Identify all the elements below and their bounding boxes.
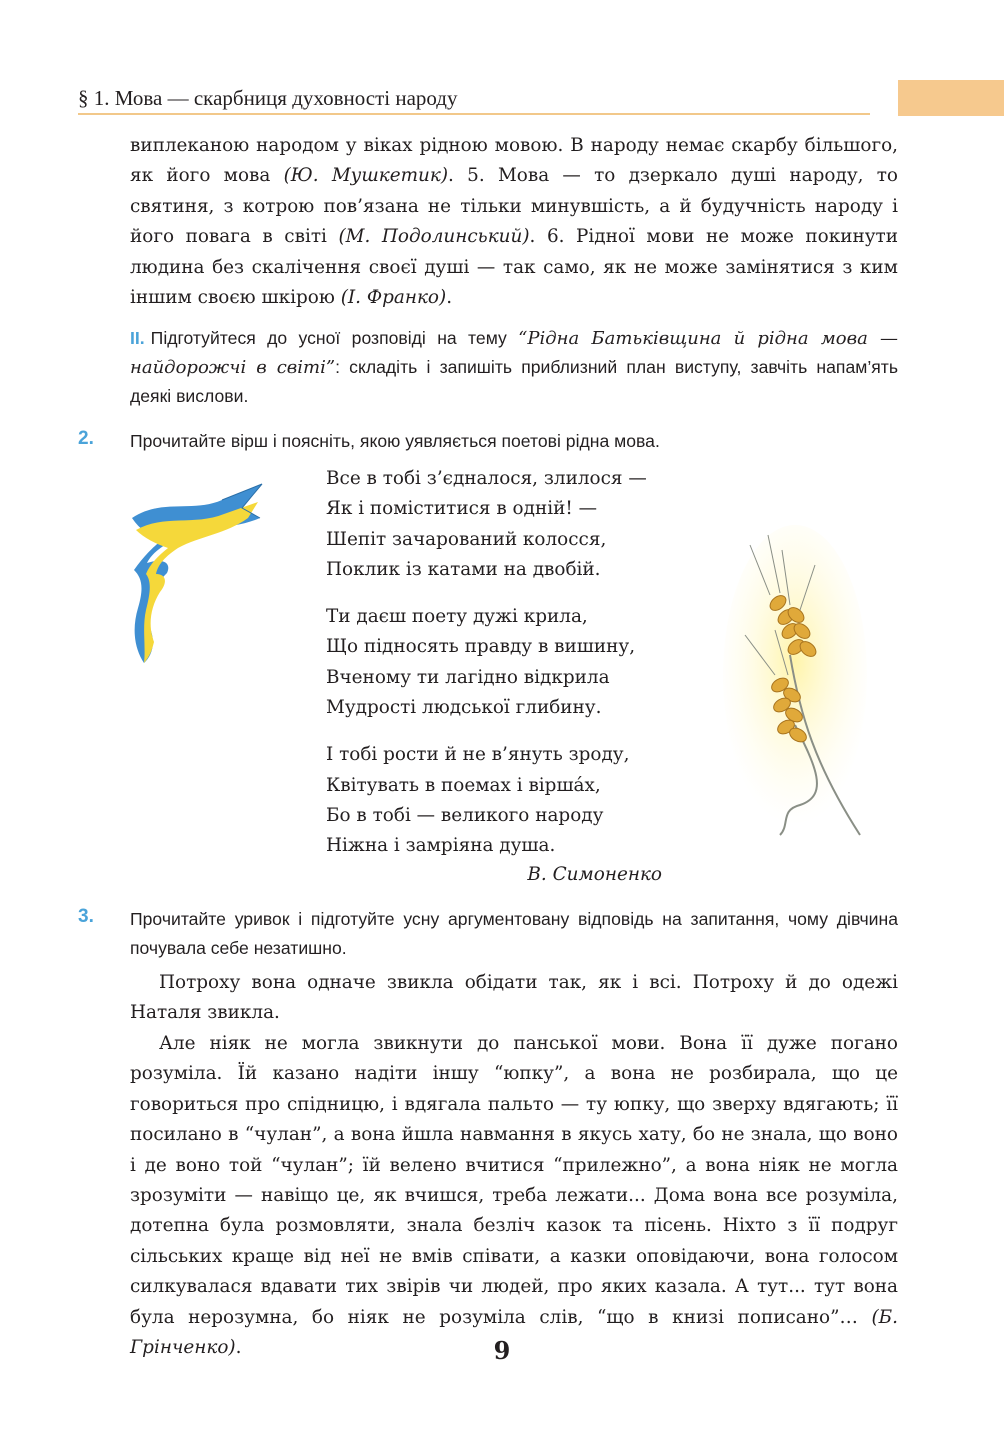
intro-text-4: . [446,287,453,309]
poem-line: Вченому ти лагідно відкрила [326,666,610,688]
poem-line: Ніжна і замріяна душа. [326,835,556,857]
excerpt-paragraph-2-text: Але ніяк не могла звикнути до панської мови. Вона її дуже погано розуміла. Їй казано надіти іншу “юпку”, а вона не розбирала, що це говориться про спідницю, і вдягала пальто — ту юпку, що зверху вдягають; її посилано в “чулан”, а вона йшла навмання в якусь хату, бо не знала, що воно і де воно той “чулан”; їй велено вчитися “прилежно”, а вона ніяк не могла зрозуміти — навіщо це, як вчишся, треба лежати... Дома вона все розуміла, дотепна була розмовляти, знала безліч казок та пісень. Ніхто з її подруг сільських краще від неї не вмів співати, а казки оповідаючи, вона голосом силкувалася вдавати тих звірів чи людей, про яких казала. А тут... тут вона була нерозумна, бо ніяк не розуміла слів, “що в книзі пописано”… [130,1033,898,1328]
excerpt-paragraph-2 [130,1029,898,1363]
poem-line: Поклик із катами на двобій. [326,558,601,580]
poem-stanza [326,602,666,723]
task-2-number: 2. [78,428,94,449]
intro-text-3: . 6. Рідної мови не може покинути людина без скалічення своєї душі — так само, як не може замінятися з ким іншим своєю шкірою [130,226,898,309]
poem-line: Шепіт зачарований колосся, [326,528,607,550]
poem-stanza [326,464,666,585]
poem-stanza [326,740,666,861]
poem-line: Що підносять правду в вишину, [326,636,636,658]
excerpt-citation: (Б. Грінченко) [130,1306,898,1359]
poem-line: І тобі рости й не в’януть зроду, [326,744,630,766]
poem-line: Все в тобі з’єдналося, злилося — [326,468,647,489]
wheat-ears-icon [720,525,870,845]
task-2-text: Прочитайте вірш і поясніть, якою уявляється поетові рідна мова. [130,431,660,451]
task-II-text-2: : складіть і запишіть приблизний план виступу, завчіть напам’ять деякі вислови. [130,357,899,406]
intro-paragraph [130,131,898,313]
poem-line: Як і поміститися в одній! — [326,498,597,520]
excerpt-end: . [235,1337,242,1359]
intro-citation-3: (І. Франко) [340,287,447,309]
task-3-text: Прочитайте уривок і підготуйте усну аргументовану відповідь на запитання, чому дівчина почувала себе незатишно. [130,909,898,958]
excerpt-paragraph-1: Потроху вона одначе звикла обідати так, як і всі. Потроху й до одежі Наталя звикла. [130,972,898,1024]
page-number: 9 [493,1336,511,1365]
task-II-text-1: Підготуйтеся до усної розповіді на тему [150,328,519,348]
task-II [130,324,898,411]
poem-line: Ти даєш поету дужі крила, [326,606,588,628]
header-underline [78,113,870,115]
poem-author: В. Симоненко [527,864,662,885]
intro-citation-2: (М. Подолинський) [338,226,530,248]
poem-line: Квітувать в поемах і віршáх, [326,774,601,796]
page-header-title: § 1. Мова — скарбниця духовності народу [78,86,458,110]
intro-citation-1: (Ю. Мушкетик) [283,165,449,187]
intro-text-2: . 5. Мова — то дзеркало душі народу, то святиня, з котрою пов’язана не тільки минувшість, а й будучність народу і його повага в світі [130,165,898,248]
task-II-number: II. [130,328,145,348]
poem-line: Бо в тобі — великого народу [326,804,604,826]
task-3-number: 3. [78,906,94,927]
intro-text-1: виплеканою народом у віках рідною мовою. В народу немає скарбу більшого, як його мова [130,135,898,187]
poem [326,464,666,879]
task-II-topic: “Рідна Батьківщина й рідна мова — найдорожчі в світі” [130,328,898,378]
ukrainian-ribbon-icon [122,478,272,668]
poem-line: Мудрості людської глибину. [326,697,602,719]
header-color-tab [898,80,1004,116]
